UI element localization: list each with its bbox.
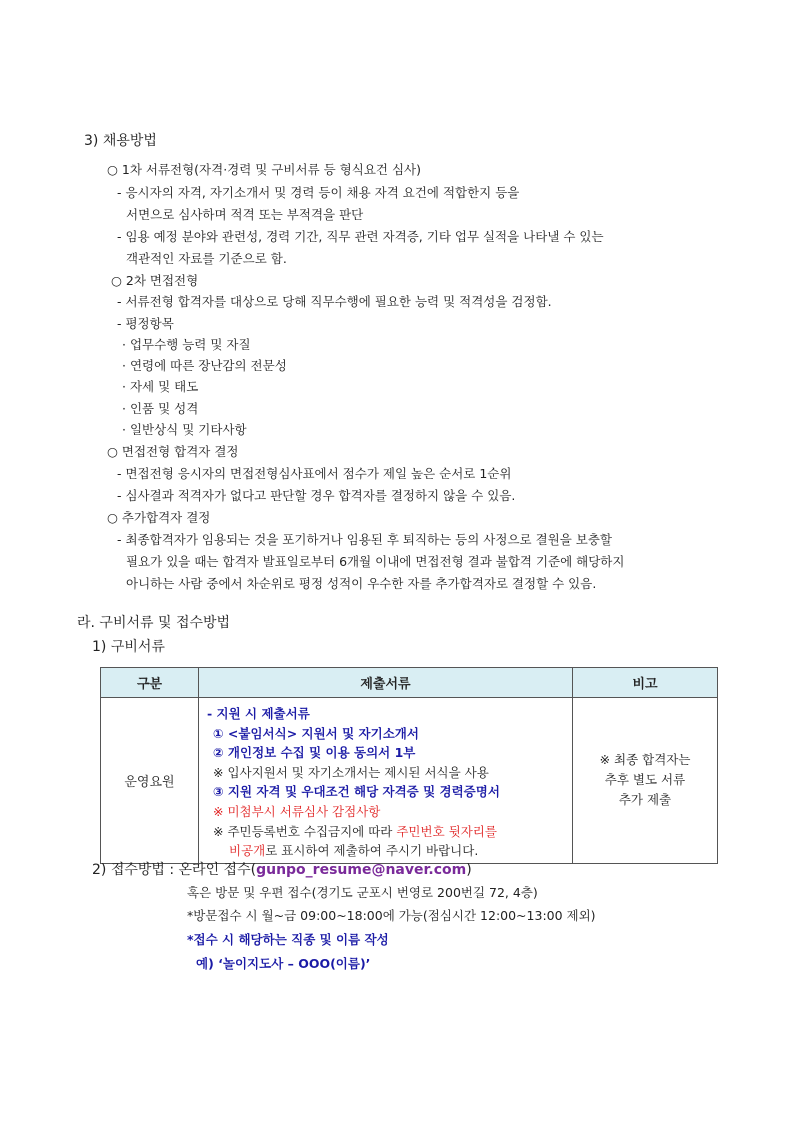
criteria-item: · 일반상식 및 기타사항 [122,422,247,437]
doc-line: ② 개인정보 수집 및 이용 동의서 1부 [213,745,416,761]
section-3-title: 3) 채용방법 [84,133,157,149]
additional-heading: ○ 추가합격자 결정 [107,510,211,525]
stage1-heading: ○ 1차 서류전형(자격·경력 및 구비서류 등 형식요건 심사) [107,162,421,177]
criteria-item: · 인품 및 성격 [122,401,199,416]
submission-email[interactable]: gunpo_resume@naver.com [256,862,467,878]
privacy-notice-highlight: 비공개 [229,843,266,859]
doc-line: ※ 입사지원서 및 자기소개서는 제시된 서식을 사용 [213,764,489,780]
doc-line: - 지원 시 제출서류 [207,706,310,721]
privacy-notice-text: ※ 주민등록번호 수집금지에 따라 [213,823,397,839]
doc-line: ※ 미첨부시 서류심사 감점사항 [213,803,381,819]
privacy-notice [207,822,568,842]
section-ra-title: 라. 구비서류 및 접수방법 [77,615,231,631]
remark-line: 추후 별도 서류 [604,772,686,788]
stage2-line: - 서류전형 합격자를 대상으로 당해 직무수행에 필요한 능력 및 적격성을 검정함. [117,294,552,309]
additional-line: 필요가 있을 때는 합격자 발표일로부터 6개월 이내에 면접전형 결과 불합격 기준에 해당하지 [126,554,625,569]
submission-instruction: *접수 시 해당하는 직종 및 이름 작성 [187,932,389,947]
table-header-row [101,668,718,698]
additional-line: - 최종합격자가 임용되는 것을 포기하거나 임용된 후 퇴직하는 등의 사정으로 결원을 보충할 [117,532,612,547]
submission-label: 2) 접수방법 : 온라인 접수( [92,862,257,878]
submission-hours: *방문접수 시 월~금 09:00~18:00에 가능(점심시간 12:00~13:00 제외) [187,908,596,923]
documents-table [100,667,718,864]
doc-line: ③ 지원 자격 및 우대조건 해당 자격증 및 경력증명서 [213,784,500,800]
submission-close: ) [466,862,472,878]
category-cell: 운영요원 [101,698,199,864]
stage2-heading: ○ 2차 면접전형 [111,273,199,288]
header-category: 구분 [101,668,199,698]
privacy-notice-text: 로 표시하여 제출하여 주시기 바랍니다. [265,843,479,859]
remark-line: 추가 제출 [618,792,672,808]
privacy-notice-cont [207,841,568,861]
table-row [101,698,718,864]
stage1-line: - 임용 예정 분야와 관련성, 경력 기간, 직무 관련 자격증, 기타 업무 실적을 나타낼 수 있는 [117,229,604,244]
header-documents: 제출서류 [199,668,573,698]
header-remarks: 비고 [573,668,718,698]
pass-line: - 심사결과 적격자가 없다고 판단할 경우 합격자를 결정하지 않을 수 있음. [117,488,516,503]
submission-visit: 혹은 방문 및 우편 접수(경기도 군포시 번영로 200번길 72, 4층) [187,885,538,900]
pass-line: - 면접전형 응시자의 면접전형심사표에서 점수가 제일 높은 순서로 1순위 [117,466,512,481]
doc-line: ① <붙임서식> 지원서 및 자기소개서 [213,725,419,741]
submission-example: 예) ‘놀이지도사 – OOO(이름)’ [196,956,371,971]
remarks-cell [573,698,718,864]
criteria-item: · 업무수행 능력 및 자질 [122,337,251,352]
submission-method [92,861,472,879]
documents-cell [199,698,573,864]
stage1-line: 객관적인 자료를 기준으로 함. [126,251,287,266]
criteria-item: · 자세 및 태도 [122,379,199,394]
pass-heading: ○ 면접전형 합격자 결정 [107,444,239,459]
privacy-notice-highlight: 주민번호 뒷자리를 [396,823,497,839]
required-docs-title: 1) 구비서류 [92,639,165,655]
stage1-line: - 응시자의 자격, 자기소개서 및 경력 등이 채용 자격 요건에 적합한지 등을 [117,185,520,200]
stage2-line: - 평정항목 [117,316,174,331]
remark-line: ※ 최종 합격자는 [599,752,691,768]
criteria-item: · 연령에 따른 장난감의 전문성 [122,358,287,373]
additional-line: 아니하는 사람 중에서 차순위로 평정 성적이 우수한 자를 추가합격자로 결정할 수 있음. [126,576,597,591]
stage1-line: 서면으로 심사하며 적격 또는 부적격을 판단 [126,207,364,222]
